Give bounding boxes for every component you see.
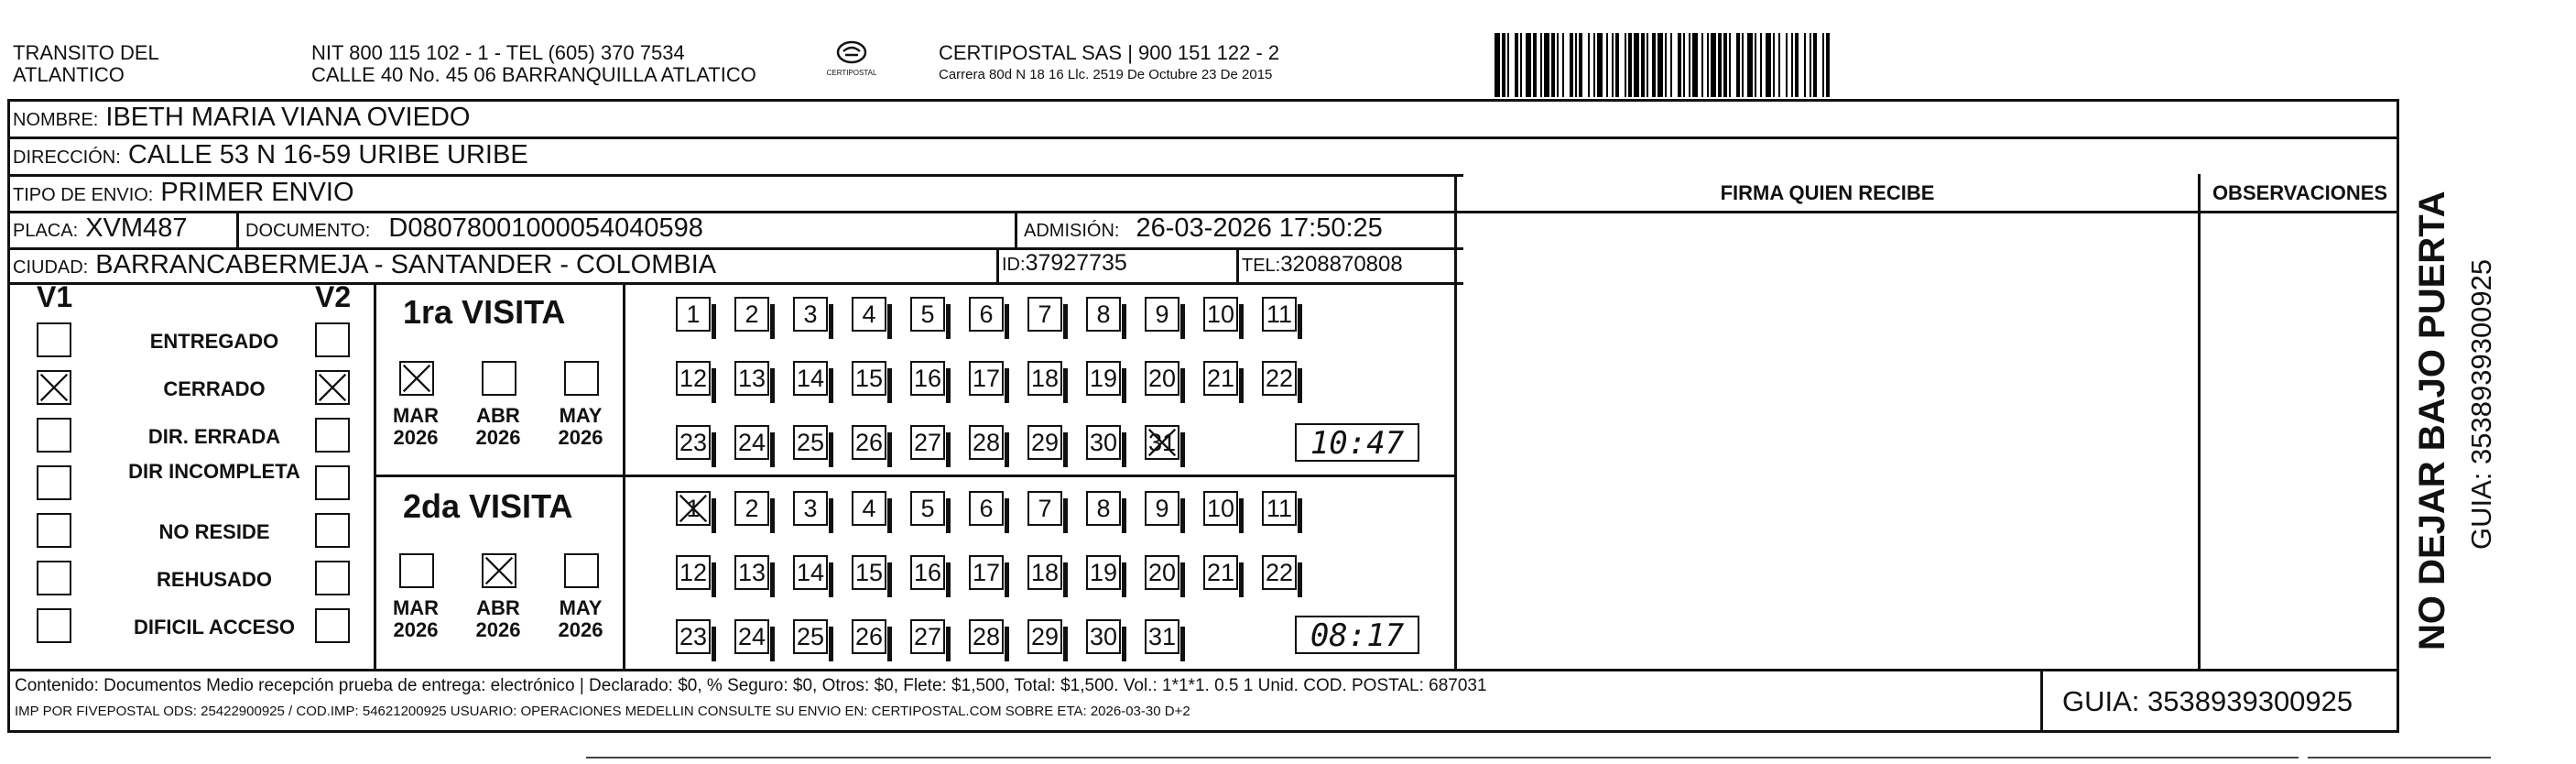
day-cell-22[interactable]: 22 bbox=[1262, 555, 1297, 590]
v1-checkbox-4[interactable] bbox=[37, 465, 71, 500]
day-cell-13[interactable]: 13 bbox=[734, 361, 769, 396]
month-label-abr: ABR 2026 bbox=[475, 596, 521, 641]
footer-line2: IMP POR FIVEPOSTAL ODS: 25422900925 / COD.IMP: 54621200925 USUARIO: OPERACIONES MEDELLIN CONSULTE SU ENVIO EN: CERTIPOSTAL.COM SOBRE ETA: 2026-03-30 D+2 bbox=[15, 704, 1190, 719]
day-cell-26[interactable]: 26 bbox=[852, 425, 886, 460]
day-cell-19[interactable]: 19 bbox=[1086, 361, 1121, 396]
v2-checkbox-5[interactable] bbox=[315, 513, 350, 548]
v2-checkbox-3[interactable] bbox=[315, 418, 350, 453]
sender-name bbox=[13, 42, 159, 86]
day-cell-4[interactable]: 4 bbox=[852, 491, 886, 526]
v2-checkbox-4[interactable] bbox=[315, 465, 350, 500]
day-cell-27[interactable]: 27 bbox=[910, 425, 945, 460]
day-cell-17[interactable]: 17 bbox=[969, 361, 1004, 396]
barcode bbox=[1495, 33, 2227, 97]
ciudad-value: BARRANCABERMEJA - SANTANDER - COLOMBIA bbox=[95, 250, 717, 279]
day-cell-9[interactable]: 9 bbox=[1145, 491, 1179, 526]
day-cell-15[interactable]: 15 bbox=[852, 555, 886, 590]
sender-name-line1: TRANSITO DEL bbox=[13, 41, 159, 64]
day-cell-21[interactable]: 21 bbox=[1203, 361, 1238, 396]
day-cell-14[interactable]: 14 bbox=[793, 555, 828, 590]
visita1-time bbox=[1295, 423, 1419, 462]
nombre-value: IBETH MARIA VIANA OVIEDO bbox=[105, 103, 471, 132]
day-cell-21[interactable]: 21 bbox=[1203, 555, 1238, 590]
v1-checkbox-6[interactable] bbox=[37, 561, 71, 595]
nombre-row bbox=[13, 103, 470, 133]
placa-cell bbox=[13, 213, 187, 244]
footer-guia: GUIA: 3538939300925 bbox=[2062, 685, 2353, 717]
v2-checkbox-2[interactable] bbox=[315, 370, 350, 405]
sender-details bbox=[311, 42, 756, 86]
tel-label: TEL: bbox=[1242, 256, 1281, 276]
v1-checkbox-3[interactable] bbox=[37, 418, 71, 453]
day-cell-16[interactable]: 16 bbox=[910, 361, 945, 396]
day-cell-7[interactable]: 7 bbox=[1027, 297, 1062, 332]
v1-checkbox-2[interactable] bbox=[37, 370, 71, 405]
day-cell-9[interactable]: 9 bbox=[1145, 297, 1179, 332]
v2-checkbox-1[interactable] bbox=[315, 322, 350, 357]
day-cell-29[interactable]: 29 bbox=[1027, 619, 1062, 654]
day-cell-18[interactable]: 18 bbox=[1027, 361, 1062, 396]
barcode-bar bbox=[1826, 33, 1830, 97]
footer-line1: Contenido: Documentos Medio recepción prueba de entrega: electrónico | Declarado: $0, % Seguro: $0, Otros: $0, Flete: $1,500, Total: $1,500. Vol.: 1*1*1. 0.5 1 Unid. COD. POSTAL: 687031 bbox=[15, 676, 1487, 695]
day-cell-16[interactable]: 16 bbox=[910, 555, 945, 590]
day-cell-10[interactable]: 10 bbox=[1203, 491, 1238, 526]
day-cell-31[interactable]: 31 bbox=[1145, 425, 1179, 460]
nombre-label: NOMBRE: bbox=[13, 110, 99, 130]
documento-label: DOCUMENTO: bbox=[245, 221, 371, 241]
status-label-7: DIFICIL ACCESO bbox=[133, 616, 295, 638]
status-label-4: DIR INCOMPLETA bbox=[128, 460, 300, 483]
carrier-name: CERTIPOSTAL SAS | 900 151 122 - 2 bbox=[939, 41, 1280, 64]
day-cell-2[interactable]: 2 bbox=[734, 297, 769, 332]
month-checkbox-abr[interactable] bbox=[482, 361, 516, 396]
firma-header: FIRMA QUIEN RECIBE bbox=[1720, 181, 1935, 204]
ciudad-label: CIUDAD: bbox=[13, 257, 89, 278]
v1-checkbox-1[interactable] bbox=[37, 322, 71, 357]
month-label-mar: MAR 2026 bbox=[392, 596, 440, 641]
visita1-time-text: 10:47 bbox=[1310, 425, 1405, 462]
day-cell-19[interactable]: 19 bbox=[1086, 555, 1121, 590]
v2-checkbox-6[interactable] bbox=[315, 561, 350, 595]
day-cell-1[interactable]: 1 bbox=[676, 491, 711, 526]
day-cell-3[interactable]: 3 bbox=[793, 491, 828, 526]
visita1-title: 1ra VISITA bbox=[403, 293, 566, 331]
day-cell-17[interactable]: 17 bbox=[969, 555, 1004, 590]
day-cell-20[interactable]: 20 bbox=[1145, 361, 1179, 396]
month-label-abr: ABR 2026 bbox=[475, 404, 521, 449]
day-cell-23[interactable]: 23 bbox=[676, 619, 711, 654]
day-cell-25[interactable]: 25 bbox=[793, 425, 828, 460]
month-checkbox-mar[interactable] bbox=[399, 553, 434, 588]
tel-value: 3208870808 bbox=[1280, 252, 1403, 277]
day-cell-8[interactable]: 8 bbox=[1086, 491, 1121, 526]
day-cell-24[interactable]: 24 bbox=[734, 619, 769, 654]
id-cell bbox=[1002, 250, 1127, 277]
direccion-row bbox=[13, 140, 528, 170]
tipo-envio-value: PRIMER ENVIO bbox=[160, 178, 354, 207]
id-label: ID: bbox=[1002, 255, 1026, 275]
day-cell-28[interactable]: 28 bbox=[969, 619, 1004, 654]
day-cell-12[interactable]: 12 bbox=[676, 555, 711, 590]
side-warning: NO DEJAR BAJO PUERTA bbox=[2412, 191, 2452, 650]
day-cell-24[interactable]: 24 bbox=[734, 425, 769, 460]
day-cell-30[interactable]: 30 bbox=[1086, 425, 1121, 460]
day-cell-8[interactable]: 8 bbox=[1086, 297, 1121, 332]
visita2-title: 2da VISITA bbox=[403, 487, 573, 525]
documento-value: D08078001000054040598 bbox=[388, 213, 703, 243]
observaciones-header: OBSERVACIONES bbox=[2212, 181, 2388, 204]
placa-label: PLACA: bbox=[13, 221, 79, 241]
admision-value: 26-03-2026 17:50:25 bbox=[1136, 213, 1383, 243]
day-cell-20[interactable]: 20 bbox=[1145, 555, 1179, 590]
carrier-details bbox=[939, 42, 1279, 83]
documento-cell bbox=[245, 213, 703, 244]
v2-checkbox-7[interactable] bbox=[315, 608, 350, 643]
month-label-may: MAY 2026 bbox=[558, 404, 603, 449]
tel-cell bbox=[1242, 252, 1403, 278]
day-cell-25[interactable]: 25 bbox=[793, 619, 828, 654]
status-label-2: CERRADO bbox=[163, 377, 266, 400]
v2-label: V2 bbox=[315, 280, 352, 313]
visita2-time bbox=[1295, 616, 1419, 654]
day-cell-11[interactable]: 11 bbox=[1262, 297, 1297, 332]
v1-checkbox-5[interactable] bbox=[37, 513, 71, 548]
placa-value: XVM487 bbox=[85, 213, 188, 243]
day-cell-1[interactable]: 1 bbox=[676, 297, 711, 332]
day-cell-11[interactable]: 11 bbox=[1262, 491, 1297, 526]
day-cell-7[interactable]: 7 bbox=[1027, 491, 1062, 526]
status-label-5: NO RESIDE bbox=[158, 520, 270, 543]
month-checkbox-mar[interactable] bbox=[399, 361, 434, 396]
day-cell-30[interactable]: 30 bbox=[1086, 619, 1121, 654]
day-cell-23[interactable]: 23 bbox=[676, 425, 711, 460]
sender-nit: NIT 800 115 102 - 1 - TEL (605) 370 7534 bbox=[311, 41, 685, 64]
day-cell-5[interactable]: 5 bbox=[910, 297, 945, 332]
admision-label: ADMISIÓN: bbox=[1024, 221, 1120, 241]
side-guia: GUIA: 3538939300925 bbox=[2465, 258, 2497, 550]
certipostal-logo bbox=[824, 40, 879, 88]
day-cell-6[interactable]: 6 bbox=[969, 491, 1004, 526]
status-label-6: REHUSADO bbox=[157, 568, 272, 591]
sender-name-line2: ATLANTICO bbox=[13, 63, 125, 86]
id-value: 37927735 bbox=[1025, 250, 1127, 276]
logo-text: CERTIPOSTAL bbox=[826, 69, 877, 77]
day-cell-28[interactable]: 28 bbox=[969, 425, 1004, 460]
direccion-value: CALLE 53 N 16-59 URIBE URIBE bbox=[127, 140, 528, 169]
tipo-envio-row bbox=[13, 178, 354, 208]
month-label-may: MAY 2026 bbox=[558, 596, 603, 641]
day-cell-31[interactable]: 31 bbox=[1145, 619, 1179, 654]
day-cell-26[interactable]: 26 bbox=[852, 619, 886, 654]
day-cell-10[interactable]: 10 bbox=[1203, 297, 1238, 332]
admision-cell bbox=[1024, 213, 1383, 244]
day-cell-6[interactable]: 6 bbox=[969, 297, 1004, 332]
day-cell-4[interactable]: 4 bbox=[852, 297, 886, 332]
direccion-label: DIRECCIÓN: bbox=[13, 147, 121, 168]
ciudad-cell bbox=[13, 250, 716, 280]
day-cell-27[interactable]: 27 bbox=[910, 619, 945, 654]
day-cell-29[interactable]: 29 bbox=[1027, 425, 1062, 460]
day-cell-14[interactable]: 14 bbox=[793, 361, 828, 396]
sender-address: CALLE 40 No. 45 06 BARRANQUILLA ATLATICO bbox=[311, 63, 756, 86]
day-cell-13[interactable]: 13 bbox=[734, 555, 769, 590]
day-cell-12[interactable]: 12 bbox=[676, 361, 711, 396]
v1-label: V1 bbox=[37, 280, 73, 313]
carrier-license: Carrera 80d N 18 16 Llc. 2519 De Octubre 23 De 2015 bbox=[939, 67, 1273, 82]
visita2-time-text: 08:17 bbox=[1310, 617, 1405, 654]
day-cell-2[interactable]: 2 bbox=[734, 491, 769, 526]
v1-checkbox-7[interactable] bbox=[37, 608, 71, 643]
month-checkbox-abr[interactable] bbox=[482, 553, 516, 588]
day-cell-3[interactable]: 3 bbox=[793, 297, 828, 332]
month-label-mar: MAR 2026 bbox=[392, 404, 440, 449]
status-label-1: ENTREGADO bbox=[149, 330, 279, 353]
day-cell-22[interactable]: 22 bbox=[1262, 361, 1297, 396]
day-cell-15[interactable]: 15 bbox=[852, 361, 886, 396]
tipo-envio-label: TIPO DE ENVIO: bbox=[13, 185, 154, 205]
status-label-3: DIR. ERRADA bbox=[147, 425, 281, 448]
day-cell-5[interactable]: 5 bbox=[910, 491, 945, 526]
day-cell-18[interactable]: 18 bbox=[1027, 555, 1062, 590]
certipostal-logo-icon bbox=[836, 40, 867, 64]
month-checkbox-may[interactable] bbox=[564, 553, 599, 588]
month-checkbox-may[interactable] bbox=[564, 361, 599, 396]
